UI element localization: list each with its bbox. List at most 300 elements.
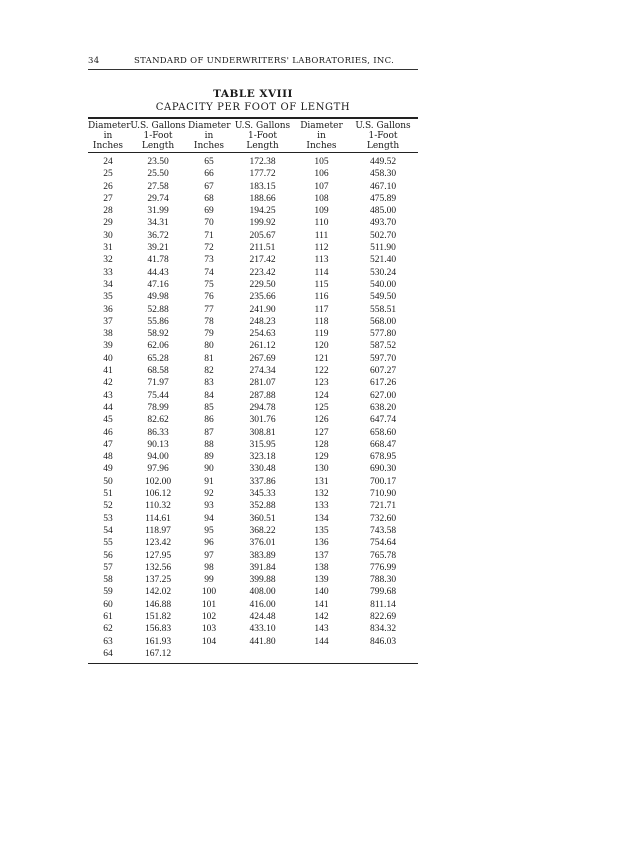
table-row (88, 402, 418, 414)
gallons-cell: 799.68 (369, 587, 397, 598)
gallons-cell: 31.99 (147, 206, 169, 217)
gallons-cell: 267.69 (249, 353, 276, 364)
gallons-cell: 248.23 (249, 316, 276, 327)
gallons-cell: 75.44 (147, 390, 169, 401)
diameter-cell: 89 (204, 452, 214, 463)
table-title: TABLE XVIII (213, 88, 293, 100)
diameter-cell: 25 (103, 169, 113, 180)
diameter-cell: 46 (103, 427, 113, 438)
column-header: U.S. Gallons 1-Foot Length (355, 121, 411, 151)
diameter-cell: 126 (314, 415, 329, 426)
column-header: Diameter in Inches (188, 121, 231, 151)
diameter-cell: 94 (204, 513, 214, 524)
gallons-cell: 754.64 (369, 538, 397, 549)
gallons-cell: 161.93 (144, 636, 172, 647)
diameter-cell: 135 (314, 525, 329, 536)
diameter-cell: 37 (103, 316, 113, 327)
diameter-cell: 97 (204, 550, 214, 561)
diameter-cell: 39 (103, 341, 113, 352)
gallons-cell: 25.50 (147, 169, 169, 180)
diameter-cell: 96 (204, 538, 214, 549)
diameter-cell: 98 (204, 562, 214, 573)
gallons-cell: 822.69 (369, 611, 397, 622)
diameter-cell: 129 (314, 452, 329, 463)
table-row (88, 390, 418, 402)
table-row (88, 636, 418, 648)
diameter-cell: 99 (204, 575, 214, 586)
gallons-cell: 177.72 (249, 169, 276, 180)
gallons-cell: 433.10 (249, 624, 276, 635)
gallons-cell: 194.25 (249, 206, 276, 217)
gallons-cell: 301.76 (249, 415, 276, 426)
gallons-cell: 118.97 (145, 525, 171, 536)
diameter-cell: 142 (314, 611, 329, 622)
diameter-cell: 88 (204, 439, 214, 450)
table-row (88, 611, 418, 623)
header-rule (88, 69, 418, 70)
gallons-cell: 441.80 (249, 636, 276, 647)
gallons-cell: 106.12 (144, 489, 172, 500)
diameter-cell: 76 (204, 292, 214, 303)
table-row (88, 451, 418, 463)
diameter-cell: 109 (314, 206, 329, 217)
gallons-cell: 647.74 (369, 415, 397, 426)
gallons-cell: 776.99 (369, 562, 397, 573)
diameter-cell: 108 (314, 193, 329, 204)
diameter-cell: 91 (204, 476, 214, 487)
gallons-cell: 58.92 (147, 329, 169, 340)
diameter-cell: 133 (314, 501, 329, 512)
diameter-cell: 30 (103, 230, 113, 241)
gallons-cell: 597.70 (369, 353, 397, 364)
diameter-cell: 78 (204, 316, 214, 327)
diameter-cell: 130 (314, 464, 329, 475)
gallons-cell: 235.66 (249, 292, 276, 303)
gallons-cell: 39.21 (147, 243, 169, 254)
gallons-cell: 127.95 (144, 550, 172, 561)
table-row (88, 463, 418, 475)
diameter-cell: 87 (204, 427, 214, 438)
diameter-cell: 38 (103, 329, 113, 340)
table-row (88, 328, 418, 340)
diameter-cell: 54 (103, 525, 113, 536)
diameter-cell: 28 (103, 206, 113, 217)
gallons-cell: 337.86 (249, 476, 276, 487)
diameter-cell: 53 (103, 513, 113, 524)
diameter-cell: 102 (201, 611, 217, 622)
gallons-cell: 142.02 (144, 587, 172, 598)
diameter-cell: 121 (314, 353, 329, 364)
table-body (88, 156, 418, 660)
table-row (88, 525, 418, 537)
table-row (88, 181, 418, 193)
diameter-cell: 49 (103, 464, 113, 475)
table-header (88, 121, 418, 151)
diameter-cell: 57 (103, 562, 113, 573)
diameter-cell: 24 (103, 157, 113, 167)
diameter-cell: 27 (103, 193, 113, 204)
diameter-cell: 63 (103, 636, 113, 647)
table-row (88, 599, 418, 611)
gallons-cell: 383.89 (249, 550, 276, 561)
diameter-cell: 112 (314, 243, 329, 254)
diameter-cell: 56 (103, 550, 113, 561)
gallons-cell: 183.15 (249, 181, 276, 192)
diameter-cell: 62 (103, 624, 113, 635)
gallons-cell: 23.50 (147, 157, 169, 167)
table-row (88, 340, 418, 352)
gallons-cell: 732.60 (369, 513, 397, 524)
diameter-cell: 140 (314, 587, 329, 598)
diameter-cell: 123 (314, 378, 329, 389)
gallons-cell: 137.25 (144, 575, 172, 586)
gallons-cell: 568.00 (369, 316, 397, 327)
diameter-cell: 120 (314, 341, 329, 352)
diameter-cell: 86 (204, 415, 214, 426)
gallons-cell: 44.43 (147, 267, 169, 278)
table-row (88, 414, 418, 426)
gallons-cell: 834.32 (369, 624, 397, 635)
gallons-cell: 229.50 (249, 279, 276, 290)
diameter-cell: 139 (314, 575, 329, 586)
diameter-cell: 125 (314, 402, 329, 413)
gallons-cell: 27.58 (147, 181, 169, 192)
diameter-cell: 67 (204, 181, 214, 192)
diameter-cell: 122 (314, 366, 329, 377)
table-row (88, 217, 418, 229)
gallons-cell: 607.27 (369, 366, 397, 377)
running-head: STANDARD OF UNDERWRITERS' LABORATORIES, INC. (134, 56, 395, 66)
gallons-cell: 211.51 (249, 243, 276, 254)
table-row (88, 168, 418, 180)
diameter-cell: 83 (204, 378, 214, 389)
gallons-cell: 502.70 (369, 230, 397, 241)
gallons-cell: 668.47 (369, 439, 397, 450)
gallons-cell: 521.40 (369, 255, 397, 266)
table-row (88, 623, 418, 635)
gallons-cell: 110.32 (145, 501, 171, 512)
gallons-cell: 65.28 (147, 353, 169, 364)
gallons-cell: 217.42 (249, 255, 276, 266)
diameter-cell: 64 (103, 648, 113, 659)
diameter-cell: 141 (314, 599, 329, 610)
gallons-cell: 710.90 (369, 489, 397, 500)
diameter-cell: 106 (314, 169, 329, 180)
gallons-cell: 549.50 (369, 292, 397, 303)
gallons-cell: 47.16 (147, 279, 169, 290)
gallons-cell: 71.97 (147, 378, 169, 389)
diameter-cell: 100 (201, 587, 217, 598)
diameter-cell: 48 (103, 452, 113, 463)
table-row (88, 550, 418, 562)
table-subtitle: CAPACITY PER FOOT OF LENGTH (155, 102, 351, 113)
diameter-cell: 93 (204, 501, 214, 512)
diameter-cell: 43 (103, 390, 113, 401)
table-row (88, 230, 418, 242)
gallons-cell: 627.00 (369, 390, 397, 401)
diameter-cell: 75 (204, 279, 214, 290)
table-row (88, 488, 418, 500)
diameter-cell: 35 (103, 292, 113, 303)
diameter-cell: 101 (201, 599, 217, 610)
table-row (88, 353, 418, 365)
diameter-cell: 65 (204, 157, 214, 167)
diameter-cell: 55 (103, 538, 113, 549)
gallons-cell: 68.58 (147, 366, 169, 377)
diameter-cell: 95 (204, 525, 214, 536)
diameter-cell: 137 (314, 550, 329, 561)
diameter-cell: 74 (204, 267, 214, 278)
diameter-cell: 119 (314, 329, 329, 340)
diameter-cell: 116 (314, 292, 329, 303)
gallons-cell: 540.00 (369, 279, 397, 290)
gallons-cell: 49.98 (147, 292, 169, 303)
table-row (88, 279, 418, 291)
gallons-cell: 846.03 (369, 636, 397, 647)
diameter-cell: 45 (103, 415, 113, 426)
gallons-cell: 449.52 (369, 157, 397, 167)
gallons-cell: 475.89 (369, 193, 397, 204)
diameter-cell: 69 (204, 206, 214, 217)
gallons-cell: 788.30 (369, 575, 397, 586)
gallons-cell: 511.90 (370, 243, 396, 254)
diameter-cell: 103 (201, 624, 217, 635)
table-row (88, 316, 418, 328)
gallons-cell: 156.83 (144, 624, 172, 635)
gallons-cell: 765.78 (369, 550, 397, 561)
table-row (88, 365, 418, 377)
gallons-cell: 223.42 (249, 267, 276, 278)
diameter-cell: 92 (204, 489, 214, 500)
gallons-cell: 254.63 (249, 329, 276, 340)
gallons-cell: 167.12 (144, 648, 172, 659)
diameter-cell: 90 (204, 464, 214, 475)
diameter-cell: 36 (103, 304, 113, 315)
gallons-cell: 123.42 (144, 538, 172, 549)
diameter-cell: 124 (314, 390, 329, 401)
column-header: Diameter in Inches (300, 121, 343, 151)
diameter-cell: 60 (103, 599, 113, 610)
diameter-cell: 136 (314, 538, 329, 549)
gallons-cell: 330.48 (249, 464, 276, 475)
gallons-cell: 41.78 (147, 255, 169, 266)
table-row (88, 476, 418, 488)
diameter-cell: 47 (103, 439, 113, 450)
diameter-cell: 72 (204, 243, 214, 254)
gallons-cell: 368.22 (249, 525, 276, 536)
gallons-cell: 82.62 (147, 415, 169, 426)
table-row (88, 267, 418, 279)
diameter-cell: 42 (103, 378, 113, 389)
gallons-cell: 638.20 (369, 402, 397, 413)
gallons-cell: 90.13 (147, 439, 169, 450)
gallons-cell: 577.80 (369, 329, 397, 340)
gallons-cell: 114.61 (145, 513, 171, 524)
gallons-cell: 360.51 (249, 513, 276, 524)
gallons-cell: 416.00 (249, 599, 276, 610)
diameter-cell: 117 (314, 304, 329, 315)
table-row (88, 242, 418, 254)
diameter-cell: 31 (103, 243, 113, 254)
gallons-cell: 678.95 (369, 452, 397, 463)
gallons-cell: 467.10 (369, 181, 397, 192)
diameter-cell: 107 (314, 181, 329, 192)
column-header: U.S. Gallons 1-Foot Length (234, 121, 291, 151)
table-row (88, 156, 418, 168)
gallons-cell: 376.01 (249, 538, 276, 549)
table-row (88, 537, 418, 549)
gallons-cell (348, 648, 418, 660)
gallons-cell: 261.12 (249, 341, 276, 352)
gallons-cell: 558.51 (369, 304, 397, 315)
column-header: Diameter in Inches (88, 121, 131, 151)
diameter-cell: 114 (314, 267, 329, 278)
gallons-cell: 102.00 (144, 476, 172, 487)
diameter-cell: 32 (103, 255, 113, 266)
gallons-cell: 151.82 (144, 611, 172, 622)
diameter-cell: 58 (103, 575, 113, 586)
table-row (88, 574, 418, 586)
gallons-cell: 86.33 (147, 427, 169, 438)
diameter-cell: 128 (314, 439, 329, 450)
diameter-cell: 144 (314, 636, 329, 647)
diameter-cell (295, 648, 348, 660)
gallons-cell: 281.07 (249, 378, 276, 389)
gallons-cell: 36.72 (147, 230, 169, 241)
diameter-cell: 40 (103, 353, 113, 364)
gallons-cell: 315.95 (249, 439, 276, 450)
gallons-cell: 690.30 (369, 464, 397, 475)
diameter-cell: 82 (204, 366, 214, 377)
diameter-cell: 33 (103, 267, 113, 278)
table-row (88, 500, 418, 512)
diameter-cell: 134 (314, 513, 329, 524)
diameter-cell: 113 (314, 255, 329, 266)
table-row (88, 586, 418, 598)
diameter-cell: 138 (314, 562, 329, 573)
gallons-cell: 274.34 (249, 366, 276, 377)
diameter-cell: 51 (103, 489, 113, 500)
diameter-cell: 110 (314, 218, 329, 229)
diameter-cell: 71 (204, 230, 214, 241)
gallons-cell: 658.60 (369, 427, 397, 438)
diameter-cell: 79 (204, 329, 214, 340)
diameter-cell: 115 (314, 279, 329, 290)
table-row (88, 304, 418, 316)
diameter-cell: 80 (204, 341, 214, 352)
table-row (88, 291, 418, 303)
gallons-cell: 493.70 (369, 218, 397, 229)
table-row (88, 193, 418, 205)
gallons-cell: 188.66 (249, 193, 276, 204)
column-header: U.S. Gallons 1-Foot Length (130, 121, 186, 151)
diameter-cell: 68 (204, 193, 214, 204)
gallons-cell: 199.92 (249, 218, 276, 229)
gallons-cell: 345.33 (249, 489, 276, 500)
gallons-cell: 352.88 (249, 501, 276, 512)
table-row (88, 648, 418, 660)
gallons-cell: 530.24 (369, 267, 397, 278)
table-bottom-rule (88, 663, 418, 664)
gallons-cell: 55.86 (147, 316, 169, 327)
table-row (88, 254, 418, 266)
diameter-cell: 66 (204, 169, 214, 180)
gallons-cell: 323.18 (249, 452, 276, 463)
gallons-cell: 146.88 (144, 599, 172, 610)
gallons-cell: 700.17 (369, 476, 397, 487)
gallons-cell (230, 648, 295, 660)
gallons-cell: 308.81 (249, 427, 276, 438)
diameter-cell: 81 (204, 353, 214, 364)
gallons-cell: 617.26 (369, 378, 397, 389)
table-row (88, 562, 418, 574)
diameter-cell: 127 (314, 427, 329, 438)
gallons-cell: 424.48 (249, 611, 276, 622)
gallons-cell: 587.52 (369, 341, 397, 352)
gallons-cell: 485.00 (369, 206, 397, 217)
gallons-cell: 94.00 (147, 452, 169, 463)
gallons-cell: 78.99 (147, 402, 169, 413)
gallons-cell: 62.06 (147, 341, 169, 352)
gallons-cell: 97.96 (147, 464, 169, 475)
gallons-cell: 287.88 (249, 390, 276, 401)
table-row (88, 205, 418, 217)
diameter-cell: 44 (103, 402, 113, 413)
diameter-cell: 41 (103, 366, 113, 377)
gallons-cell: 241.90 (249, 304, 276, 315)
table-row (88, 377, 418, 389)
diameter-cell: 84 (204, 390, 214, 401)
gallons-cell: 399.88 (249, 575, 276, 586)
gallons-cell: 294.78 (249, 402, 276, 413)
diameter-cell: 59 (103, 587, 113, 598)
gallons-cell: 205.67 (249, 230, 276, 241)
gallons-cell: 811.14 (370, 599, 396, 610)
gallons-cell: 721.71 (369, 501, 397, 512)
diameter-cell: 85 (204, 402, 214, 413)
gallons-cell: 458.30 (369, 169, 397, 180)
table-row (88, 439, 418, 451)
gallons-cell: 52.88 (147, 304, 169, 315)
diameter-cell: 26 (103, 181, 113, 192)
diameter-cell (188, 648, 230, 660)
diameter-cell: 111 (314, 230, 329, 241)
diameter-cell: 50 (103, 476, 113, 487)
gallons-cell: 29.74 (147, 193, 169, 204)
diameter-cell: 73 (204, 255, 214, 266)
diameter-cell: 118 (314, 316, 329, 327)
gallons-cell: 34.31 (147, 218, 169, 229)
gallons-cell: 743.58 (369, 525, 397, 536)
gallons-cell: 172.38 (249, 157, 276, 167)
diameter-cell: 70 (204, 218, 214, 229)
table-row (88, 513, 418, 525)
diameter-cell: 132 (314, 489, 329, 500)
diameter-cell: 77 (204, 304, 214, 315)
diameter-cell: 61 (103, 611, 113, 622)
table-row (88, 427, 418, 439)
diameter-cell: 52 (103, 501, 113, 512)
page-number: 34 (88, 56, 100, 66)
diameter-cell: 105 (314, 157, 329, 167)
diameter-cell: 29 (103, 218, 113, 229)
diameter-cell: 34 (103, 279, 113, 290)
diameter-cell: 131 (314, 476, 329, 487)
diameter-cell: 143 (314, 624, 329, 635)
header-rule-bottom (88, 152, 418, 153)
gallons-cell: 132.56 (144, 562, 172, 573)
diameter-cell: 104 (201, 636, 217, 647)
